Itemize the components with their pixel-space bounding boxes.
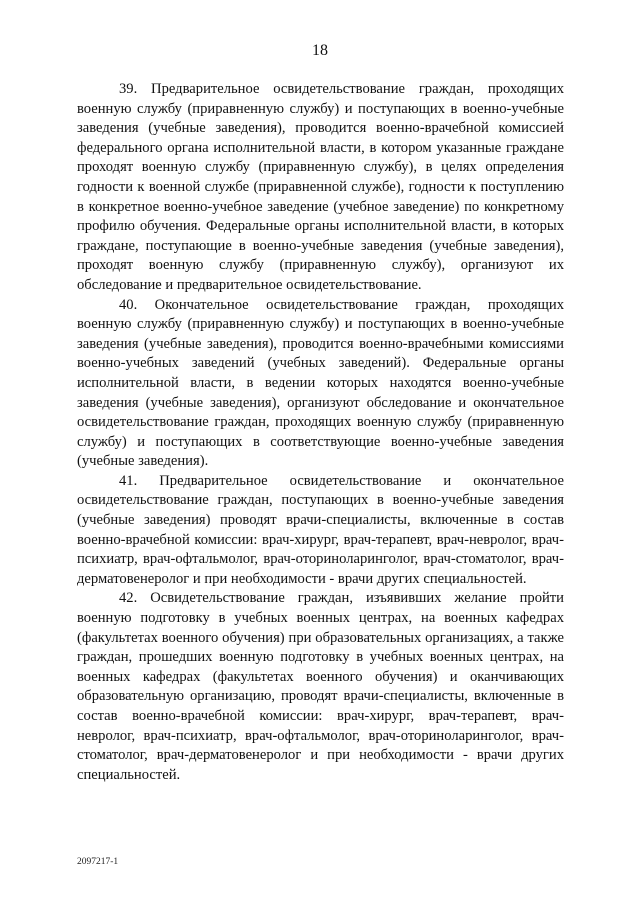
paragraph-42: 42. Освидетельствование граждан, изъявивших желание пройти военную подготовку в учебных военных центрах, на военных кафедрах (факультетах военного обучения) при образовательных организациях, а также граждан, прошедших военную подготовку в учебных военных центрах, на военных кафедрах (факультетах военного обучения) и оканчивающих образовательную организацию, проводят врачи-специалисты, включенные в состав военно-врачебной комиссии: врач-хирург, врач-терапевт, врач-невролог, врач-психиатр, врач-офтальмолог, врач-оториноларинголог, врач-стоматолог, врач-дерматовенеролог и при необходимости - врачи других специальностей. [77,590,564,783]
document-code: 2097217-1 [77,857,119,867]
page-number: 18 [312,42,328,59]
paragraph-41: 41. Предварительное освидетельствование и окончательное освидетельствование граждан, поступающих в военно-учебные заведения (учебные заведения) проводят врачи-специалисты, включенные в состав военно-врачебной комиссии: врач-хирург, врач-терапевт, врач-невролог, врач-психиатр, врач-офтальмолог, врач-оториноларинголог, врач-стоматолог, врач-дерматовенеролог и при необходимости - врачи других специальностей. [77,472,564,587]
paragraph-40: 40. Окончательное освидетельствование граждан, проходящих военную службу (приравненную службу) и поступающих в военно-учебные заведения (учебные заведения), проводится военно-врачебными комиссиями военно-учебных заведений (учебных заведений). Федеральные органы исполнительной власти, в ведении которых находятся военно-учебные заведения (учебные заведения), организуют обследование и окончательное освидетельствование граждан, проходящих военную службу (приравненную службу) и поступающих в соответствующие военно-учебные заведения (учебные заведения). [77,296,564,470]
document-body [77,80,564,785]
paragraph-39: 39. Предварительное освидетельствование граждан, проходящих военную службу (приравненную службу) и поступающих в военно-учебные заведения (учебные заведения), проводится военно-врачебной комиссией федерального органа исполнительной власти, в котором указанные граждане проходят военную службу (приравненную службу), в целях определения годности к военной службе (приравненной службе), годности к поступлению в конкретное военно-учебное заведение (учебное заведение) по конкретному профилю обучения. Федеральные органы исполнительной власти, в которых граждане, поступающие в военно-учебные заведения (учебные заведения), проходят военную службу (приравненную службу), организуют их обследование и предварительное освидетельствование. [77,81,564,293]
